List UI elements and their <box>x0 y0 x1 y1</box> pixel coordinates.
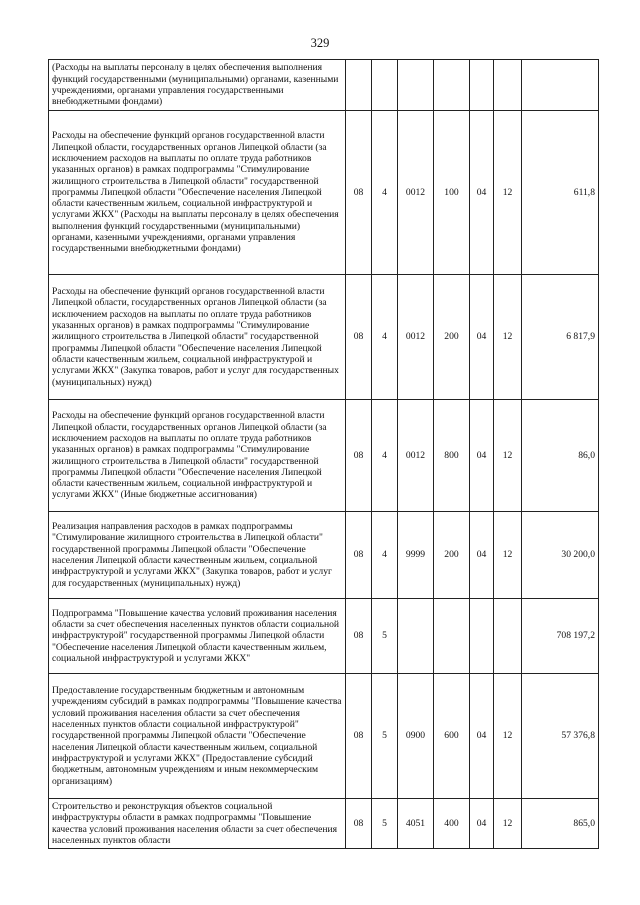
row-description: Расходы на обеспечение функций органов государственной власти Липецкой области, государственных органов Липецкой области (за исключением расходов на выплаты по оплате труда работников указанных органов) в рамках подпрограммы "Стимулирование жилищного строительства в Липецкой области" государственной программы Липецкой области "Обеспечение населения Липецкой области качественным жильем, социальной инфраструктурой и услугами ЖКХ" (Закупка товаров, работ и услуг для государственных (муниципальных) нужд) <box>49 275 346 400</box>
cell-section: 5 <box>372 599 398 674</box>
cell-expense-type <box>434 60 470 111</box>
cell-subsection: 04 <box>470 275 494 400</box>
cell-expense-type: 600 <box>434 674 470 799</box>
cell-expense-type: 100 <box>434 111 470 275</box>
cell-amount: 6 817,9 <box>522 275 599 400</box>
table-row <box>49 674 599 799</box>
cell-expense-type: 200 <box>434 275 470 400</box>
cell-expense-type: 200 <box>434 512 470 599</box>
cell-ministry: 08 <box>346 400 372 512</box>
cell-target: 4051 <box>398 799 434 849</box>
cell-item: 12 <box>494 512 522 599</box>
cell-ministry <box>346 60 372 111</box>
cell-target: 0012 <box>398 275 434 400</box>
cell-section: 4 <box>372 111 398 275</box>
row-description: Расходы на обеспечение функций органов государственной власти Липецкой области, государственных органов Липецкой области (за исключением расходов на выплаты по оплате труда работников указанных органов) в рамках подпрограммы "Стимулирование жилищного строительства в Липецкой области" государственной программы Липецкой области "Обеспечение населения Липецкой области качественным жильем, социальной инфраструктурой и услугами ЖКХ" (Иные бюджетные ассигнования) <box>49 400 346 512</box>
cell-amount: 865,0 <box>522 799 599 849</box>
row-description: (Расходы на выплаты персоналу в целях обеспечения выполнения функций государственными (муниципальными) органами, казенными учреждениями, органами управления государственными внебюджетными фондами) <box>49 60 346 111</box>
cell-target: 0012 <box>398 111 434 275</box>
row-description: Предоставление государственным бюджетным и автономным учреждениям субсидий в рамках подпрограммы "Повышение качества условий проживания населения области за счет обеспечения населенных пунктов области социальной инфраструктурой" государственной программы Липецкой области "Обеспечение населения Липецкой области качественным жильем, социальной инфраструктурой и услугами ЖКХ" (Предоставление субсидий бюджетным, автономным учреждениям и иным некоммерческим организациям) <box>49 674 346 799</box>
budget-table <box>48 59 599 849</box>
table-row <box>49 111 599 275</box>
row-description: Реализация направления расходов в рамках подпрограммы "Стимулирование жилищного строительства в Липецкой области" государственной программы Липецкой области "Обеспечение населения Липецкой области качественным жильем, социальной инфраструктурой и услугами ЖКХ" (Закупка товаров, работ и услуг для государственных (муниципальных) нужд) <box>49 512 346 599</box>
cell-target <box>398 60 434 111</box>
cell-section: 5 <box>372 674 398 799</box>
cell-expense-type: 800 <box>434 400 470 512</box>
cell-subsection: 04 <box>470 400 494 512</box>
table-row <box>49 275 599 400</box>
cell-subsection <box>470 60 494 111</box>
cell-subsection: 04 <box>470 111 494 275</box>
cell-item <box>494 599 522 674</box>
row-description: Расходы на обеспечение функций органов государственной власти Липецкой области, государственных органов Липецкой области (за исключением расходов на выплаты по оплате труда работников указанных органов) в рамках подпрограммы "Стимулирование жилищного строительства в Липецкой области" государственной программы Липецкой области "Обеспечение населения Липецкой области качественным жильем, социальной инфраструктурой и услугами ЖКХ" (Расходы на выплаты персоналу в целях обеспечения выполнения функций государственными (муниципальными) органами, казенными учреждениями, органами управления государственными внебюджетными фондами) <box>49 111 346 275</box>
cell-ministry: 08 <box>346 512 372 599</box>
cell-target: 0012 <box>398 400 434 512</box>
row-description: Строительство и реконструкция объектов социальной инфраструктуры области в рамках подпрограммы "Повышение качества условий проживания населения области за счет обеспечения населенных пунктов области <box>49 799 346 849</box>
table-row <box>49 599 599 674</box>
table-row <box>49 60 599 111</box>
cell-section: 4 <box>372 512 398 599</box>
cell-subsection: 04 <box>470 799 494 849</box>
cell-section: 5 <box>372 799 398 849</box>
table-row <box>49 799 599 849</box>
table-row <box>49 400 599 512</box>
cell-item: 12 <box>494 674 522 799</box>
cell-section: 4 <box>372 400 398 512</box>
page-number: 329 <box>310 36 330 50</box>
cell-ministry: 08 <box>346 275 372 400</box>
row-description: Подпрограмма "Повышение качества условий проживания населения области за счет обеспечения населенных пунктов области социальной инфраструктурой" государственной программы Липецкой области "Обеспечение населения Липецкой области качественным жильем, социальной инфраструктурой и услугами ЖКХ" <box>49 599 346 674</box>
cell-item <box>494 60 522 111</box>
cell-target: 0900 <box>398 674 434 799</box>
cell-subsection <box>470 599 494 674</box>
cell-expense-type: 400 <box>434 799 470 849</box>
cell-ministry: 08 <box>346 111 372 275</box>
cell-amount: 30 200,0 <box>522 512 599 599</box>
cell-item: 12 <box>494 111 522 275</box>
cell-amount: 57 376,8 <box>522 674 599 799</box>
cell-amount: 86,0 <box>522 400 599 512</box>
table-row <box>49 512 599 599</box>
cell-target <box>398 599 434 674</box>
cell-target: 9999 <box>398 512 434 599</box>
cell-ministry: 08 <box>346 674 372 799</box>
cell-item: 12 <box>494 275 522 400</box>
cell-subsection: 04 <box>470 512 494 599</box>
cell-amount: 708 197,2 <box>522 599 599 674</box>
cell-item: 12 <box>494 400 522 512</box>
cell-amount: 611,8 <box>522 111 599 275</box>
cell-section: 4 <box>372 275 398 400</box>
cell-section <box>372 60 398 111</box>
cell-expense-type <box>434 599 470 674</box>
cell-subsection: 04 <box>470 674 494 799</box>
cell-amount <box>522 60 599 111</box>
cell-ministry: 08 <box>346 599 372 674</box>
cell-ministry: 08 <box>346 799 372 849</box>
cell-item: 12 <box>494 799 522 849</box>
